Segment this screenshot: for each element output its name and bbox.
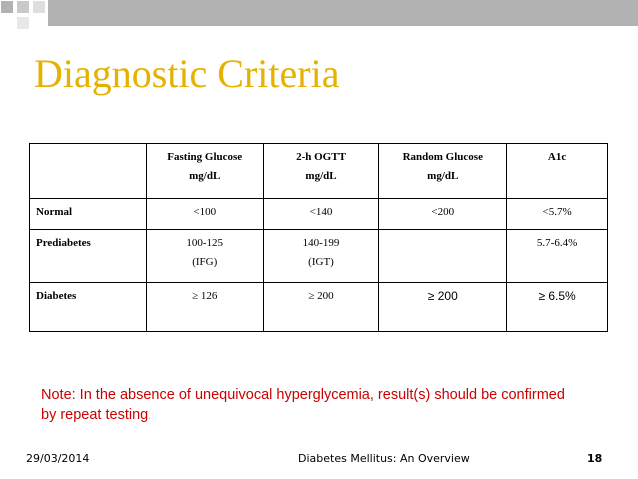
table-header-cell — [30, 144, 147, 199]
row-label-cell — [30, 283, 147, 332]
page-number: 18 — [587, 452, 603, 465]
prediabetes-random — [379, 230, 506, 234]
table-row — [30, 230, 608, 283]
row-label-normal: Normal — [36, 206, 73, 218]
table-cell — [507, 199, 608, 230]
diabetes-ogtt: ≥ 200 — [308, 290, 334, 302]
deco-square — [16, 0, 30, 14]
prediabetes-ogtt-note: (IGT) — [308, 256, 334, 268]
table-cell — [379, 283, 507, 332]
row-label-cell — [30, 199, 147, 230]
diabetes-a1c: ≥ 6.5% — [538, 289, 576, 303]
table-cell — [379, 199, 507, 230]
header-a1c: A1c — [547, 151, 567, 163]
header-random-line2: mg/dL — [427, 170, 459, 182]
normal-ogtt: <140 — [309, 206, 333, 218]
table-cell — [263, 199, 379, 230]
footer-title: Diabetes Mellitus: An Overview — [298, 452, 470, 465]
table-header-cell — [379, 144, 507, 199]
table-cell — [146, 283, 263, 332]
table-header-cell — [263, 144, 379, 199]
prediabetes-a1c: 5.7-6.4% — [536, 237, 578, 249]
table-cell — [507, 230, 608, 283]
header-fasting-line2: mg/dL — [189, 170, 221, 182]
deco-square — [16, 16, 30, 30]
row-label-diabetes: Diabetes — [36, 290, 77, 302]
table-row — [30, 199, 608, 230]
prediabetes-ogtt: 140-199 — [302, 237, 340, 249]
row-label-cell — [30, 230, 147, 283]
table-cell — [263, 283, 379, 332]
top-bar-strip — [48, 0, 638, 26]
diagnostic-criteria-table — [29, 143, 608, 332]
normal-random: <200 — [431, 206, 455, 218]
footer-date: 29/03/2014 — [26, 452, 90, 465]
table-cell — [146, 230, 263, 283]
row-label-prediabetes: Prediabetes — [36, 237, 91, 249]
note-body: Note: In the absence of unequivocal hyperglycemia, result(s) should be confirmed by repeat testing — [41, 387, 565, 423]
normal-a1c: <5.7% — [542, 206, 572, 218]
decorative-top-bar — [0, 0, 638, 33]
slide-title: Diagnostic Criteria — [34, 51, 340, 96]
header-fasting-line1: Fasting Glucose — [167, 151, 243, 163]
table-header-row — [30, 144, 608, 199]
prediabetes-fasting-note: (IFG) — [192, 256, 218, 268]
header-ogtt-line2: mg/dL — [305, 170, 337, 182]
prediabetes-fasting: 100-125 — [186, 237, 224, 249]
table-cell — [263, 230, 379, 283]
table-header-cell — [146, 144, 263, 199]
note-text — [41, 385, 581, 427]
header-random-line1: Random Glucose — [402, 151, 483, 163]
table-row — [30, 283, 608, 332]
note-period: . — [148, 411, 151, 422]
table-cell — [146, 199, 263, 230]
table-header-cell — [507, 144, 608, 199]
deco-square — [32, 0, 46, 14]
deco-square — [0, 0, 14, 14]
diabetes-fasting: ≥ 126 — [192, 290, 218, 302]
diabetes-random: ≥ 200 — [427, 289, 458, 303]
table-cell — [379, 230, 507, 283]
normal-fasting: <100 — [193, 206, 217, 218]
table-cell — [507, 283, 608, 332]
header-ogtt-line1: 2-h OGTT — [296, 151, 346, 163]
